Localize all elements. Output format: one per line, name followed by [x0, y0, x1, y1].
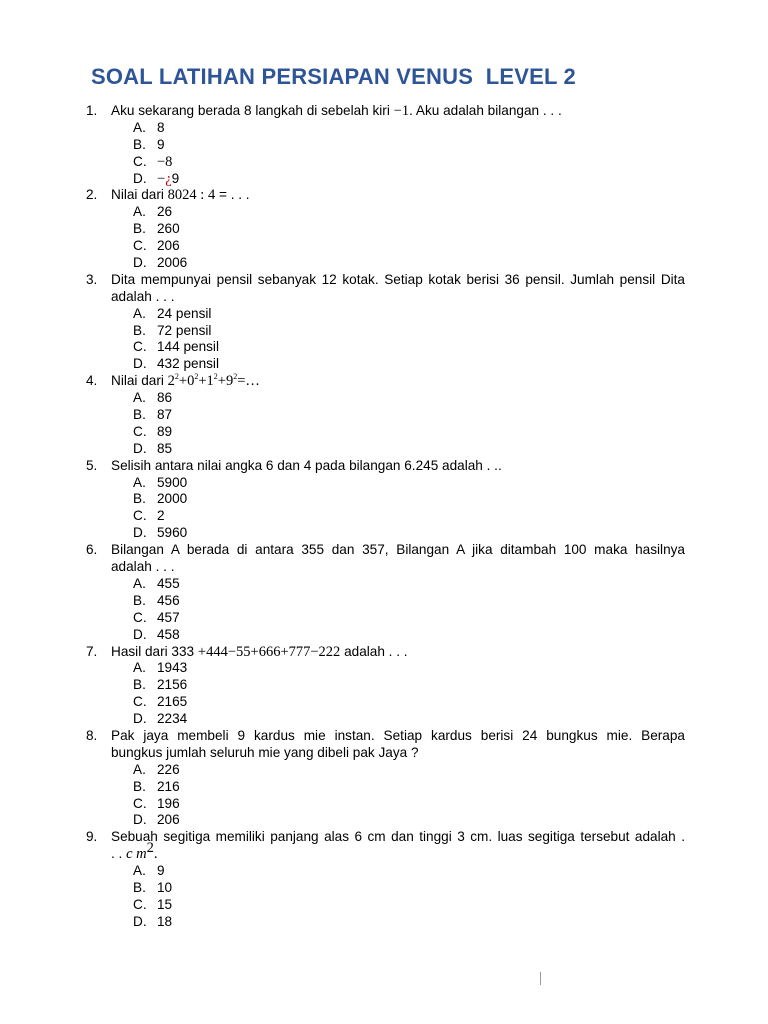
question-text-part: adalah . . .: [340, 643, 408, 659]
question-text-part: . .: [111, 846, 127, 862]
math-expression: 8024 : 4: [167, 187, 216, 204]
option-d: [0, 812, 768, 829]
math-expression: +444−55+666+777−222: [197, 643, 341, 660]
question-5: [0, 458, 768, 475]
option-b: [0, 779, 768, 796]
option-d: [0, 627, 768, 644]
option-value: 456: [157, 592, 180, 608]
question-3-continued: [0, 289, 768, 306]
option-a: [0, 762, 768, 779]
option-value: 2006: [157, 255, 188, 271]
option-letter: B.: [133, 221, 146, 237]
option-value: 15: [157, 896, 173, 912]
option-value: 455: [157, 575, 180, 591]
question-number: 6.: [86, 542, 98, 558]
unit-expression: c m: [126, 846, 147, 863]
question-1: [0, 103, 768, 120]
option-value: 5960: [157, 525, 188, 541]
option-letter: D.: [133, 711, 147, 727]
option-d: [0, 255, 768, 272]
question-text: Sebuah segitiga memiliki panjang alas 6 cm dan tinggi 3 cm. luas segitiga tersebut adalah .: [111, 829, 685, 845]
option-letter: D.: [133, 913, 147, 929]
option-c: [0, 694, 768, 711]
option-letter: C.: [133, 609, 147, 625]
option-value: 8: [157, 119, 165, 135]
option-value: 206: [157, 238, 180, 254]
option-letter: C.: [133, 795, 147, 811]
option-letter: B.: [133, 491, 146, 507]
option-letter: A.: [133, 863, 146, 879]
option-value: 2165: [157, 694, 188, 710]
option-value: 5900: [157, 474, 188, 490]
option-value: 1943: [157, 660, 188, 676]
question-3: [0, 272, 768, 289]
question-number: 8.: [86, 727, 98, 743]
option-letter: D.: [133, 440, 147, 456]
option-letter: A.: [133, 660, 146, 676]
option-value: 196: [157, 795, 180, 811]
option-c: [0, 339, 768, 356]
option-value: 9: [157, 136, 165, 152]
question-text-part: Hasil dari 333: [111, 643, 198, 659]
option-value: 457: [157, 609, 180, 625]
option-value: 2156: [157, 677, 188, 693]
option-d: [0, 171, 768, 188]
question-7: [0, 644, 768, 661]
option-letter: B.: [133, 407, 146, 423]
option-letter: C.: [133, 339, 147, 355]
error-glyph: ¿: [165, 170, 172, 187]
option-b: [0, 491, 768, 508]
option-letter: A.: [133, 761, 146, 777]
option-value: [157, 171, 179, 188]
option-d: [0, 356, 768, 373]
option-c: [0, 154, 768, 171]
option-letter: D.: [133, 525, 147, 541]
question-text: [111, 103, 562, 120]
option-value: 24 pensil: [157, 305, 212, 321]
minus-sign: −: [157, 170, 166, 187]
option-value: 432 pensil: [157, 356, 219, 372]
exponent: 2: [213, 372, 218, 382]
option-a: [0, 390, 768, 407]
question-number: 3.: [86, 271, 98, 287]
option-letter: A.: [133, 390, 146, 406]
option-letter: D.: [133, 812, 147, 828]
option-letter: D.: [133, 170, 147, 186]
page-title: SOAL LATIHAN PERSIAPAN VENUS LEVEL 2: [91, 64, 576, 89]
option-a: [0, 204, 768, 221]
option-letter: C.: [133, 238, 147, 254]
option-b: [0, 407, 768, 424]
option-letter: C.: [133, 508, 147, 524]
question-number: 4.: [86, 373, 98, 389]
option-value: 216: [157, 778, 180, 794]
option-value: 10: [157, 879, 173, 895]
option-letter: C.: [133, 694, 147, 710]
option-value: 2234: [157, 711, 188, 727]
question-text-part: Aku sekarang berada 8 langkah di sebelah kiri: [111, 103, 394, 118]
option-letter: B.: [133, 136, 146, 152]
option-d: [0, 525, 768, 542]
exponent: 2: [233, 372, 238, 382]
option-value: 85: [157, 440, 173, 456]
option-c: [0, 897, 768, 914]
question-text: [111, 840, 158, 863]
option-d: [0, 914, 768, 931]
option-value: 206: [157, 812, 180, 828]
question-list: [0, 103, 768, 931]
question-text: Bilangan A berada di antara 355 dan 357, Bilangan A jika ditambah 100 maka hasilnya: [111, 542, 685, 558]
question-text: Pak jaya membeli 9 kardus mie instan. Setiap kardus berisi 24 bungkus mie. Berapa: [111, 727, 685, 743]
option-c: [0, 424, 768, 441]
option-letter: B.: [133, 778, 146, 794]
question-6: [0, 542, 768, 559]
option-letter: D.: [133, 626, 147, 642]
question-number: 5.: [86, 457, 98, 473]
option-value: 144 pensil: [157, 339, 219, 355]
question-number: 9.: [86, 829, 98, 845]
exponent: 2: [174, 372, 179, 382]
option-value: 87: [157, 407, 173, 423]
option-value: 72 pensil: [157, 322, 212, 338]
option-value: 2000: [157, 491, 188, 507]
option-letter: B.: [133, 879, 146, 895]
question-number: 2.: [86, 187, 98, 203]
option-letter: D.: [133, 255, 147, 271]
option-b: [0, 677, 768, 694]
option-b: [0, 221, 768, 238]
option-a: [0, 475, 768, 492]
question-8: [0, 728, 768, 745]
math-term: =…: [237, 373, 260, 390]
option-letter: A.: [133, 575, 146, 591]
option-b: [0, 880, 768, 897]
option-b: [0, 593, 768, 610]
option-a: [0, 576, 768, 593]
exponent: 2: [194, 372, 199, 382]
question-9-continued: [0, 840, 768, 863]
question-text-part: Nilai dari: [111, 187, 168, 203]
math-term: +9: [217, 373, 234, 390]
option-letter: C.: [133, 896, 147, 912]
option-letter: D.: [133, 356, 147, 372]
option-letter: A.: [133, 474, 146, 490]
option-letter: B.: [133, 592, 146, 608]
option-a: [0, 660, 768, 677]
question-8-continued: [0, 745, 768, 762]
option-c: [0, 508, 768, 525]
math-term: +0: [178, 373, 195, 390]
page-footer-mark: [540, 972, 541, 985]
option-value: −8: [157, 153, 173, 170]
option-letter: B.: [133, 322, 146, 338]
question-text-part: .: [153, 846, 158, 863]
question-text: adalah . . .: [111, 559, 175, 575]
option-letter: C.: [133, 423, 147, 439]
question-text: bungkus jumlah seluruh mie yang dibeli pak Jaya ?: [111, 744, 419, 760]
option-value-part: 9: [171, 170, 180, 186]
question-text: [111, 644, 408, 661]
option-value: 18: [157, 913, 173, 929]
math-term: +1: [198, 373, 214, 390]
option-value: 260: [157, 221, 180, 237]
question-text: Dita mempunyai pensil sebanyak 12 kotak. Setiap kotak berisi 36 pensil. Jumlah pensil Dita: [111, 271, 685, 287]
option-letter: A.: [133, 305, 146, 321]
option-b: [0, 137, 768, 154]
option-value: 226: [157, 761, 180, 777]
option-value: 86: [157, 390, 173, 406]
option-c: [0, 796, 768, 813]
question-number: 1.: [86, 103, 98, 118]
question-text-part: . Aku adalah bilangan . . .: [409, 103, 562, 118]
option-value: 26: [157, 204, 173, 220]
option-d: [0, 441, 768, 458]
option-letter: C.: [133, 153, 147, 169]
option-letter: A.: [133, 119, 146, 135]
option-value: 458: [157, 626, 180, 642]
question-text: [111, 373, 260, 390]
question-text: [111, 187, 250, 204]
question-2: [0, 187, 768, 204]
option-letter: A.: [133, 204, 146, 220]
option-value: 89: [157, 423, 173, 439]
question-text-part: Nilai dari: [111, 373, 168, 389]
option-b: [0, 323, 768, 340]
question-4: [0, 373, 768, 390]
question-9: [0, 829, 768, 846]
math-expression: [168, 373, 260, 389]
question-text: adalah . . .: [111, 288, 175, 304]
option-value: 9: [157, 863, 165, 879]
option-letter: B.: [133, 677, 146, 693]
option-d: [0, 711, 768, 728]
question-6-continued: [0, 559, 768, 576]
option-a: [0, 120, 768, 137]
question-number: 7.: [86, 643, 98, 659]
question-text-part: = . . .: [215, 187, 250, 203]
option-value: 2: [157, 508, 165, 524]
math-expression: −1: [393, 103, 410, 119]
exponent: 2: [146, 840, 154, 857]
option-c: [0, 238, 768, 255]
option-a: [0, 863, 768, 880]
option-a: [0, 306, 768, 323]
option-c: [0, 610, 768, 627]
question-text: Selisih antara nilai angka 6 dan 4 pada bilangan 6.245 adalah . ..: [111, 457, 502, 473]
math-term: 2: [167, 373, 175, 390]
